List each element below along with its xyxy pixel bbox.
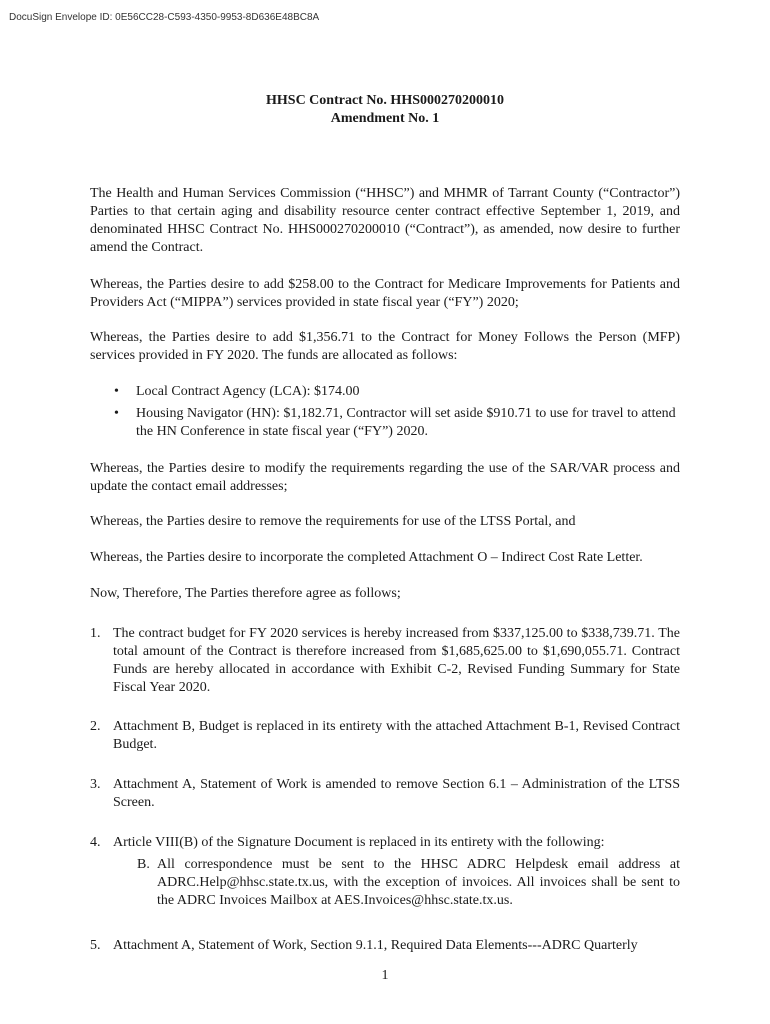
item-number: 2. [90, 719, 101, 734]
envelope-id: DocuSign Envelope ID: 0E56CC28-C593-4350-9953-8D636E48BC8A [9, 12, 320, 23]
amendment-sub-item-b [137, 856, 680, 910]
item-text: Attachment B, Budget is replaced in its entirety with the attached Attachment B-1, Revised Contract Budget. [113, 719, 680, 752]
sub-item-text: All correspondence must be sent to the HHSC ADRC Helpdesk email address at ADRC.Help@hhsc.state.tx.us, with the exception of invoices. All invoices shall be sent to the ADRC Invoices Mailbox at AES.Invoices@hhsc.state.tx.us. [157, 857, 680, 908]
amendment-title: Amendment No. 1 [330, 111, 440, 126]
intro-paragraph: The Health and Human Services Commission (“HHSC”) and MHMR of Tarrant County (“Contractor”) Parties to that certain aging and disability resource center contract effective September 1, 2019, and denominated HHSC Contract No. HHS000270200010 (“Contract”), as amended, now desire to further amend the Contract. [90, 186, 680, 255]
amendment-item-3 [90, 776, 680, 812]
allocation-list [90, 383, 680, 445]
item-number: 4. [90, 835, 101, 850]
bullet-icon: • [114, 384, 119, 399]
item-text: Attachment A, Statement of Work is amended to remove Section 6.1 – Administration of the LTSS Screen. [113, 777, 680, 810]
item-text: The contract budget for FY 2020 services is hereby increased from $337,125.00 to $338,739.71. The total amount of the Contract is therefore increased from $1,685,625.00 to $1,690,055.71. Contract Funds are hereby allocated in accordance with Exhibit C-2, Revised Funding Summary for State Fiscal Year 2020. [113, 626, 680, 695]
contract-title: HHSC Contract No. HHS000270200010 [266, 93, 504, 108]
whereas-mippa: Whereas, the Parties desire to add $258.00 to the Contract for Medicare Improvements for Patients and Providers Act (“MIPPA”) services provided in state fiscal year (“FY”) 2020; [90, 277, 680, 310]
list-item [90, 405, 680, 441]
item-number: 1. [90, 626, 101, 641]
sub-item-letter: B. [137, 857, 150, 872]
item-number: 5. [90, 938, 101, 953]
list-item-text: Local Contract Agency (LCA): $174.00 [136, 384, 360, 399]
amendment-item-4 [90, 834, 680, 852]
whereas-mfp: Whereas, the Parties desire to add $1,356.71 to the Contract for Money Follows the Person (MFP) services provided in FY 2020. The funds are allocated as follows: [90, 330, 680, 363]
item-text: Attachment A, Statement of Work, Section 9.1.1, Required Data Elements---ADRC Quarterly [113, 938, 638, 953]
amendment-item-5 [90, 937, 680, 955]
list-item-text: Housing Navigator (HN): $1,182.71, Contractor will set aside $910.71 to use for travel to attend the HN Conference in state fiscal year (“FY”) 2020. [136, 406, 676, 439]
list-item [90, 383, 680, 401]
bullet-icon: • [114, 406, 119, 421]
amendment-item-1 [90, 625, 680, 697]
amendment-item-2 [90, 718, 680, 754]
item-text: Article VIII(B) of the Signature Document is replaced in its entirety with the following: [113, 835, 605, 850]
now-therefore: Now, Therefore, The Parties therefore agree as follows; [90, 586, 401, 601]
whereas-attachment-o: Whereas, the Parties desire to incorporate the completed Attachment O – Indirect Cost Rate Letter. [90, 550, 643, 565]
item-number: 3. [90, 777, 101, 792]
whereas-sar-var: Whereas, the Parties desire to modify the requirements regarding the use of the SAR/VAR process and update the contact email addresses; [90, 461, 680, 494]
whereas-ltss: Whereas, the Parties desire to remove the requirements for use of the LTSS Portal, and [90, 514, 576, 529]
page-number: 1 [381, 968, 389, 983]
